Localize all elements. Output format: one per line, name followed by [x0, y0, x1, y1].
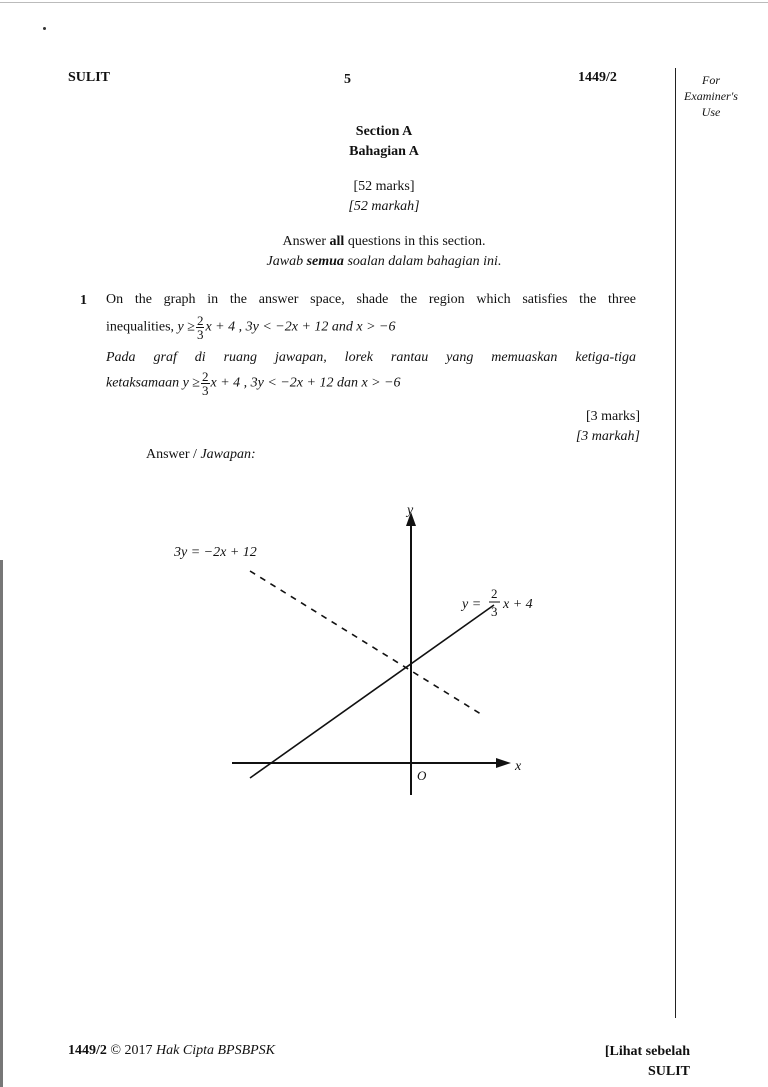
x-axis-label: x	[515, 759, 522, 774]
paper-code: 1449/2	[578, 70, 617, 85]
origin-label: O	[417, 768, 427, 783]
section-marks-ms: [52 markah]	[348, 199, 420, 214]
solid-line-frac-den: 3	[491, 604, 498, 619]
solid-line-frac-num: 2	[491, 586, 498, 601]
examiner-line1: For	[702, 73, 720, 87]
footer-sulit: SULIT	[647, 1064, 690, 1079]
question-ms-inequalities: ketaksamaan y ≥ $\frac{2}{3}$ x + 4 , 3y < −2x + 12 dan x > −6	[106, 369, 401, 398]
question-inequalities: inequalities, y ≥ $\frac{2}{3}$ x + 4 , 3y < −2x + 12 and x > −6	[106, 313, 396, 342]
fraction-two-thirds: $\frac{2}{3}$	[196, 313, 204, 342]
section-marks-en: [52 marks]	[353, 179, 415, 194]
examiner-line2: Examiner's	[684, 89, 738, 103]
instruction-en: Answer all questions in this section.	[282, 234, 486, 249]
footer-right	[560, 1042, 690, 1082]
fraction-two-thirds-ms: $\frac{2}{3}$	[202, 369, 209, 398]
question-marks-en: [3 marks]	[585, 409, 640, 424]
section-title: Section A	[355, 124, 413, 139]
page-number: 5	[344, 72, 351, 87]
answer-label: Answer / Jawapan:	[146, 447, 256, 462]
footer-copyright: 1449/2 © 2017 Hak Cipta BPSBPSK	[68, 1043, 276, 1058]
question-ms-line1: Pada graf di ruang jawapan, lorek rantau yang memuaskan ketiga-tiga	[106, 350, 636, 365]
question-marks-ms: [3 markah]	[575, 429, 640, 444]
header-sulit: SULIT	[68, 70, 111, 85]
solid-line-label-pre: y =	[462, 597, 482, 612]
question-number: 1	[80, 293, 87, 308]
line-y-two-thirds-x-plus-4	[250, 605, 494, 778]
x-axis-arrow	[496, 758, 511, 768]
instruction-ms: Jawab semua soalan dalam bahagian ini.	[266, 254, 502, 269]
examiner-line3: Use	[701, 105, 721, 119]
footer-lihat-sebelah: [Lihat sebelah	[604, 1044, 690, 1059]
dashed-line-label: 3y = −2x + 12	[174, 545, 257, 560]
solid-line-label-post: x + 4	[503, 597, 533, 612]
question-line1: On the graph in the answer space, shade the region which satisfies the three	[106, 292, 636, 307]
y-axis-label: y	[407, 503, 414, 518]
section-title-ms: Bahagian A	[349, 144, 419, 159]
